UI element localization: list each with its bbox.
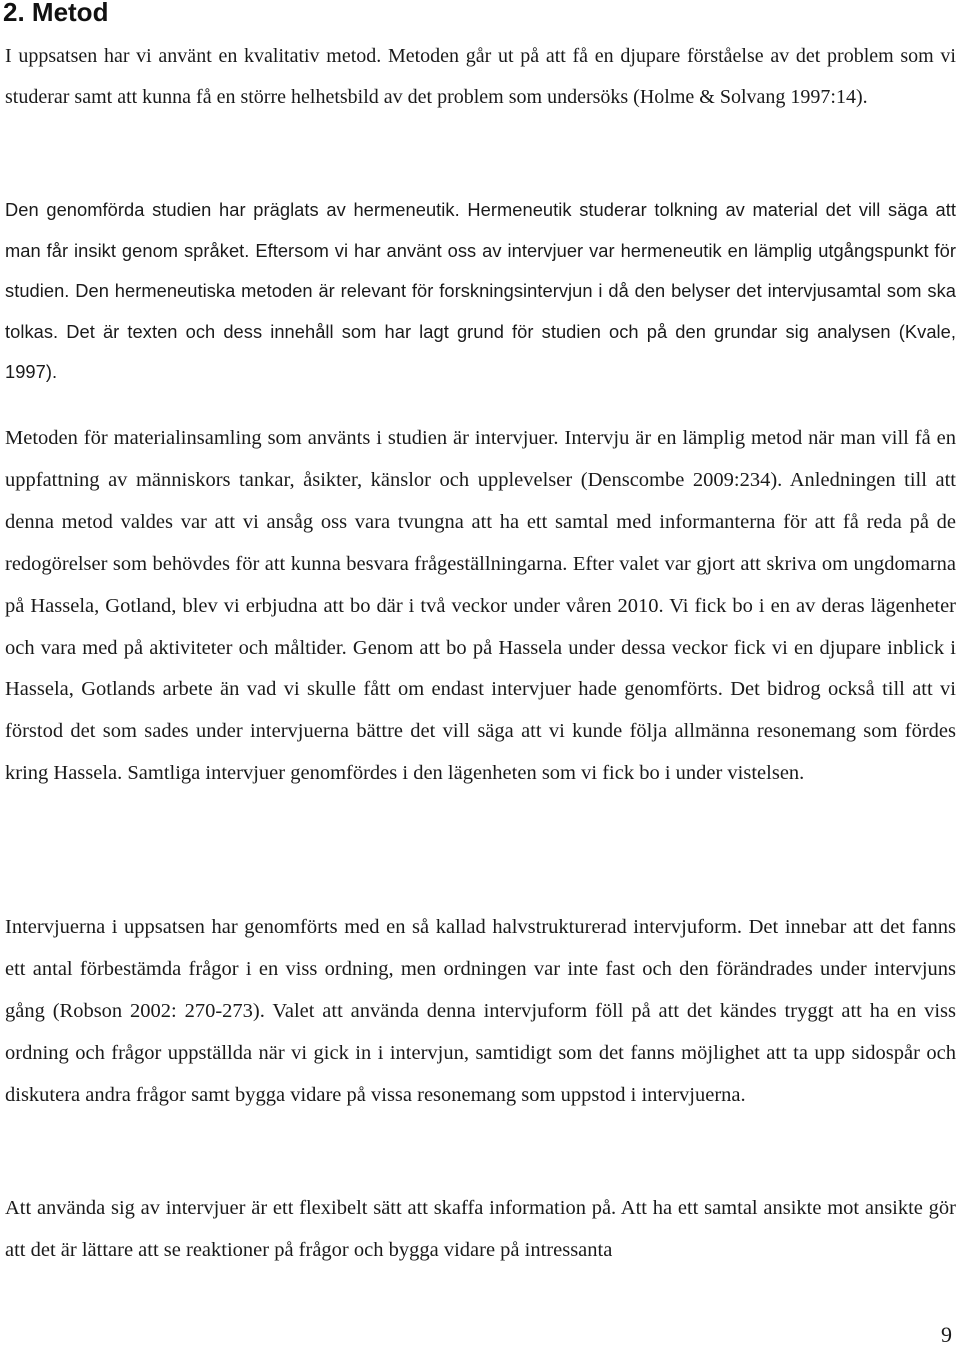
paragraph-method-intro: I uppsatsen har vi använt en kvalitativ metod. Metoden går ut på att få en djupare förståelse av det problem som vi studerar samt att kunna få en större helhetsbild av det problem som undersöks (Holme & Solvang 1997:14).: [5, 45, 956, 108]
paragraph-interview-form: Intervjuerna i uppsatsen har genomförts med en så kallad halvstrukturerad intervjuform. Det innebar att det fanns ett antal förbestämda frågor i en viss ordning, men ordningen var inte fast och den förändrades under intervjuns gång (Robson 2002: 270-273). Valet att använda denna intervjuform föll på att det kändes tryggt att ha en viss ordning och frågor uppställda när vi gick in i intervjun, samtidigt som det fanns möjlighet att ta upp sidospår och diskutera andra frågor samt bygga vidare på vissa resonemang som uppstod i intervjuerna.: [5, 916, 956, 1106]
page-number: 9: [941, 1322, 952, 1347]
section-heading: 2. Metod: [3, 0, 109, 27]
paragraph-interview-flexibility: Att använda sig av intervjuer är ett flexibelt sätt att skaffa information på. Att ha ett samtal ansikte mot ansikte gör att det är lättare att se reaktioner på frågor och bygga vidare på intressanta: [5, 1197, 956, 1261]
paragraph-hermeneutics: Den genomförda studien har präglats av hermeneutik. Hermeneutik studerar tolkning av material det vill säga att man får insikt genom språket. Eftersom vi har använt oss av intervjuer var hermeneutik en lämplig utgångspunkt för studien. Den hermeneutiska metoden är relevant för forskningsintervjun i då den belyser det intervjusamtal som ska tolkas. Det är texten och dess innehåll som har lagt grund för studien och på den grundar sig analysen (Kvale, 1997).: [5, 199, 956, 382]
paragraph-data-collection: Metoden för materialinsamling som använts i studien är intervjuer. Intervju är en lämplig metod när man vill få en uppfattning av människors tankar, åsikter, känslor och upplevelser (Denscombe 2009:234). Anledningen till att denna metod valdes var att vi ansåg oss vara tvungna att ha ett samtal med informanterna för att få reda på de redogörelser som behövdes för att kunna besvara frågeställningarna. Efter valet var gjort att skriva om ungdomarna på Hassela, Gotland, blev vi erbjudna att bo där i två veckor under våren 2010. Vi fick bo i en av deras lägenheter och vara med på aktiviteter och måltider. Genom att bo på Hassela under dessa veckor fick vi en djupare inblick i Hassela, Gotlands arbete än vad vi skulle fått om endast intervjuer hade genomförts. Det bidrog också till att vi förstod det som sades under intervjuerna bättre det vill säga att vi kunde följa allmänna resonemang som fördes kring Hassela. Samtliga intervjuer genomfördes i den lägenheten som vi fick bo i under vistelsen.: [5, 427, 956, 785]
